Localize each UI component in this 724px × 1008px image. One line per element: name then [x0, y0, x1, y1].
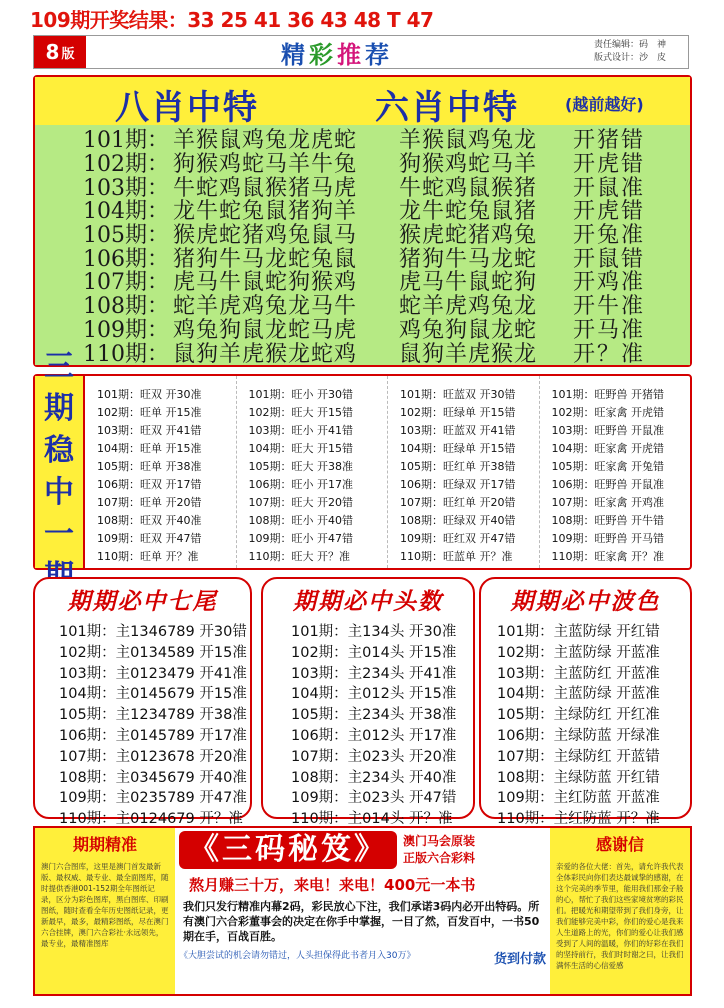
zodiac-cell-c: 开鼠准: [573, 175, 646, 201]
source-line-2: 正版六合彩料: [403, 851, 476, 865]
prediction-row: 106期：主012头 开17准: [291, 727, 457, 744]
period-row: 106期：旺双 开17错: [97, 478, 202, 491]
prediction-row: 109期：主红防蓝 开蓝准: [497, 790, 660, 807]
page-number-label: 版: [61, 46, 75, 62]
prediction-row: 102期：主蓝防绿 开蓝准: [497, 644, 660, 661]
zodiac-cell-b: 猪狗牛马龙蛇: [399, 246, 538, 272]
prediction-row: 103期：主0123479 开41准: [59, 665, 247, 682]
period-row: 105期：旺单 开38准: [97, 460, 202, 473]
prediction-row: 110期：主0124679 开？准: [59, 811, 243, 828]
zodiac-cell-p: 107期：: [83, 270, 169, 296]
zodiac-cell-p: 106期：: [83, 246, 169, 272]
zodiac-cell-c: 开兔准: [573, 223, 646, 249]
title-char: 推: [337, 40, 365, 69]
prediction-row: 107期：主绿防红 开蓝错: [497, 748, 660, 765]
zodiac-cell-p: 103期：: [83, 175, 169, 201]
prediction-row: 102期：主0134589 开15准: [59, 644, 247, 661]
ad-text: 我们只发行精准内幕2码，彩民放心下注，我们承诺3码内必开出特码。所有澳门六合彩董事会的决定在你手中掌握，一目了然，百发百中，一书50期在手，百战百胜。: [183, 900, 540, 943]
thanks-title: 感谢信: [595, 835, 644, 854]
zodiac-cell-b: 牛蛇鸡鼠猴猪: [399, 175, 538, 201]
zodiac-cell-c: 开虎错: [573, 152, 646, 178]
three-period-title: [35, 349, 85, 568]
zodiac-cell-p: 101期：: [83, 128, 169, 154]
period-row: 101期：旺野兽 开猪错: [551, 388, 664, 401]
wave-list: [481, 622, 690, 830]
prediction-row: 101期：主134头 开30准: [291, 624, 457, 640]
draw-result: 109期开奖结果：33 25 41 36 43 48 T 47: [30, 8, 434, 32]
prediction-row: 101期：主蓝防绿 开红错: [497, 624, 660, 640]
prediction-row: 103期：主234头 开41准: [291, 665, 457, 682]
zodiac-cell-a: 鸡兔狗鼠龙蛇马虎: [173, 317, 358, 343]
period-row: 102期：旺家禽 开虎错: [551, 406, 664, 419]
zodiac-cell-p: 104期：: [83, 199, 169, 225]
period-row: 106期：旺小 开17准: [248, 478, 353, 491]
prediction-row: 106期：主绿防蓝 开绿准: [497, 727, 660, 744]
period-row: 102期：旺绿单 开15错: [400, 406, 516, 419]
ad-footer: [179, 948, 546, 967]
credits: [588, 39, 688, 65]
side-title-char: 期: [44, 391, 74, 426]
zodiac-cell-c: 开？准: [573, 341, 646, 367]
zodiac-cell-b: 虎马牛鼠蛇狗: [399, 270, 538, 296]
three-period-columns: [85, 376, 690, 568]
prediction-row: 108期：主0345679 开40准: [59, 769, 247, 786]
prediction-row: 102期：主014头 开15准: [291, 644, 457, 661]
period-row: 105期：旺大 开38准: [248, 460, 353, 473]
zodiac-cell-a: 牛蛇鸡鼠猴猪马虎: [173, 175, 358, 201]
zodiac-cell-b: 鼠狗羊虎猴龙: [399, 341, 538, 367]
period-row: 106期：旺野兽 开鼠准: [551, 478, 664, 491]
prediction-row: 103期：主蓝防红 开蓝准: [497, 665, 660, 682]
period-row: 110期：旺大 开？准: [248, 550, 350, 563]
tail-list: [35, 622, 250, 830]
odd-even-column: [85, 376, 237, 568]
book-title: 《三码秘笈》: [179, 831, 397, 869]
period-row: 105期：旺家禽 开兔错: [551, 460, 664, 473]
period-row: 109期：旺小 开47错: [248, 532, 353, 545]
zodiac-cell-a: 狗猴鸡蛇马羊牛兔: [173, 152, 358, 178]
period-row: 104期：旺单 开15准: [97, 442, 202, 455]
period-row: 101期：旺小 开30错: [248, 388, 353, 401]
zodiac-cell-b: 狗猴鸡蛇马羊: [399, 152, 538, 178]
period-row: 102期：旺单 开15准: [97, 406, 202, 419]
ad-panel: [33, 826, 692, 996]
period-row: 103期：旺双 开41错: [97, 424, 202, 437]
editor-credit: 责任编辑：码 神: [594, 40, 667, 50]
zodiac-cell-a: 虎马牛鼠蛇狗猴鸡: [173, 270, 358, 296]
zodiac-cell-p: 110期：: [83, 341, 169, 367]
zodiac-cell-p: 108期：: [83, 294, 169, 320]
title-char: 精: [281, 40, 309, 69]
eight-zodiac-title: 八肖中特: [115, 88, 259, 128]
zodiac-prediction-panel: [33, 75, 692, 367]
period-row: 105期：旺红单 开38错: [400, 460, 516, 473]
ad-middle: [175, 828, 550, 994]
side-title-char: 三: [44, 349, 74, 384]
tail-title: 期期必中七尾: [67, 588, 218, 615]
period-row: 103期：旺小 开41错: [248, 424, 353, 437]
zodiac-cell-b: 蛇羊虎鸡兔龙: [399, 294, 538, 320]
source-line-1: 澳门马会原装: [403, 834, 476, 848]
prediction-row: 105期：主绿防红 开红准: [497, 707, 660, 724]
period-row: 107期：旺大 开20错: [248, 496, 353, 509]
zodiac-cell-c: 开牛准: [573, 294, 646, 320]
book-source: [403, 833, 475, 867]
period-row: 102期：旺大 开15错: [248, 406, 353, 419]
beast-column: [540, 376, 691, 568]
zodiac-cell-a: 蛇羊虎鸡兔龙马牛: [173, 294, 358, 320]
zodiac-cell-c: 开鸡准: [573, 270, 646, 296]
prediction-row: 108期：主绿防蓝 开红错: [497, 769, 660, 786]
zodiac-cell-a: 龙牛蛇兔鼠猪狗羊: [173, 199, 358, 225]
cash-on-delivery: 货到付款: [493, 952, 546, 967]
period-row: 103期：旺野兽 开鼠准: [551, 424, 664, 437]
color-column: [388, 376, 540, 568]
thanks-text: 亲爱的各位大佬：首先，请允许我代表全体彩民向你们表达最诚挚的感谢，在这个完美的季节里，能用我们那金子般的心，帮忙了我们这些家境贫寒的彩民们。把暖光和期望带到了我们身旁，让我们能够完美中彩，你们的爱心是我来人生道路上的光，你们的爱心让我们感受到了人间的温暖，你们的好彩在我们的坚持前行，我们时时谢之曰，让我们满怀生活的心信爱感: [556, 862, 684, 970]
period-row: 103期：旺蓝双 开41错: [400, 424, 516, 437]
period-row: 109期：旺野兽 开马错: [551, 532, 664, 545]
period-row: 101期：旺蓝双 开30错: [400, 388, 516, 401]
zodiac-panel-header: [35, 77, 690, 128]
period-row: 107期：旺家禽 开鸡准: [551, 496, 664, 509]
ad-top: [179, 830, 546, 870]
side-title-char: 中: [44, 475, 74, 510]
zodiac-cell-b: 鸡兔狗鼠龙蛇: [399, 317, 538, 343]
page-number: 8: [45, 40, 60, 64]
ad-left: [35, 828, 175, 994]
prediction-row: 101期：主1346789 开30错: [59, 624, 247, 640]
period-row: 110期：旺单 开？准: [97, 550, 199, 563]
prediction-row: 109期：主0235789 开47准: [59, 790, 247, 807]
prediction-row: 104期：主蓝防绿 开蓝准: [497, 686, 660, 703]
six-zodiac-title: 六肖中特: [375, 88, 519, 128]
zodiac-cell-c: 开虎错: [573, 199, 646, 225]
zodiac-cell-p: 109期：: [83, 317, 169, 343]
period-row: 104期：旺绿单 开15错: [400, 442, 516, 455]
head-list: [263, 622, 473, 830]
period-row: 108期：旺小 开40错: [248, 514, 353, 527]
head-panel: [261, 577, 475, 828]
prediction-row: 108期：主234头 开40准: [291, 769, 457, 786]
ad-left-title: 期期精准: [72, 835, 137, 854]
period-row: 104期：旺大 开15错: [248, 442, 353, 455]
prediction-row: 110期：主014头 开？准: [291, 811, 453, 828]
side-title-char: 一: [44, 517, 74, 552]
zodiac-cell-c: 开猪错: [573, 128, 646, 154]
head-title: 期期必中头数: [293, 588, 443, 615]
zodiac-row: [35, 340, 690, 367]
zodiac-cell-b: 龙牛蛇兔鼠猪: [399, 199, 538, 225]
prediction-row: 105期：主234头 开38准: [291, 707, 457, 724]
prediction-row: 107期：主023头 开20准: [291, 748, 457, 765]
zodiac-cell-c: 开马准: [573, 317, 646, 343]
period-row: 110期：旺蓝单 开？准: [400, 550, 513, 563]
side-title-char: 稳: [44, 433, 74, 468]
period-row: 108期：旺双 开40准: [97, 514, 202, 527]
zodiac-cell-a: 鼠狗羊虎猴龙蛇鸡: [173, 341, 358, 367]
wave-panel: [479, 577, 692, 828]
period-row: 109期：旺红双 开47错: [400, 532, 516, 545]
zodiac-cell-b: 羊猴鼠鸡兔龙: [399, 128, 538, 154]
ad-left-text: 澳门六合图库，这里是澳门首发最新版、最权威、最专业、最全面图库，随时提供香港001-152期全年图纸记录，区分为彩色图库，黑白图库、印刷图纸，随时查看全年历史图纸记录，更新最早，最多，最精彩图纸，尽在澳门六合挂牌，澳门六合彩社·永远领先，最专业，最精准图库: [41, 862, 169, 948]
period-row: 104期：旺家禽 开虎错: [551, 442, 664, 455]
zodiac-cell-p: 105期：: [83, 223, 169, 249]
period-row: 107期：旺红单 开20错: [400, 496, 516, 509]
title-char: 彩: [309, 40, 337, 69]
result-bar: [30, 6, 710, 34]
ad-footer-note: 《大胆尝试的机会请勿错过，人头担保得此书者月入30万》: [179, 951, 416, 961]
zodiac-cell-c: 开鼠错: [573, 246, 646, 272]
ad-slogan: 熬月赚三十万，来电！来电！400元一本书: [189, 876, 476, 894]
prediction-row: 110期：主红防蓝 开？准: [497, 811, 660, 828]
title-char: 荐: [365, 40, 393, 69]
prediction-row: 105期：主1234789 开38准: [59, 707, 247, 724]
tail-panel: [33, 577, 252, 828]
page-title: [86, 35, 588, 70]
period-row: 110期：旺家禽 开？准: [551, 550, 664, 563]
big-small-column: [237, 376, 389, 568]
prediction-row: 109期：主023头 开47错: [291, 790, 457, 807]
period-row: 106期：旺绿双 开17错: [400, 478, 516, 491]
period-row: 109期：旺双 开47错: [97, 532, 202, 545]
prediction-row: 104期：主012头 开15准: [291, 686, 457, 703]
period-row: 108期：旺绿双 开40错: [400, 514, 516, 527]
zodiac-rows: [35, 125, 690, 365]
page-number-badge: [34, 36, 86, 68]
zodiac-cell-a: 猪狗牛马龙蛇兔鼠: [173, 246, 358, 272]
zodiac-cell-p: 102期：: [83, 152, 169, 178]
period-row: 107期：旺单 开20错: [97, 496, 202, 509]
period-row: 108期：旺野兽 开牛错: [551, 514, 664, 527]
page-header: [33, 35, 689, 69]
prediction-row: 106期：主0145789 开17准: [59, 727, 247, 744]
wave-title: 期期必中波色: [510, 588, 661, 615]
zodiac-tag: (越前越好): [565, 95, 644, 114]
zodiac-cell-a: 猴虎蛇猪鸡兔鼠马: [173, 223, 358, 249]
prediction-row: 107期：主0123678 开20准: [59, 748, 247, 765]
ad-right: [550, 828, 690, 994]
designer-credit: 版式设计：沙 皮: [594, 53, 667, 63]
zodiac-cell-a: 羊猴鼠鸡兔龙虎蛇: [173, 128, 358, 154]
prediction-row: 104期：主0145679 开15准: [59, 686, 247, 703]
period-row: 101期：旺双 开30准: [97, 388, 202, 401]
zodiac-cell-b: 猴虎蛇猪鸡兔: [399, 223, 538, 249]
